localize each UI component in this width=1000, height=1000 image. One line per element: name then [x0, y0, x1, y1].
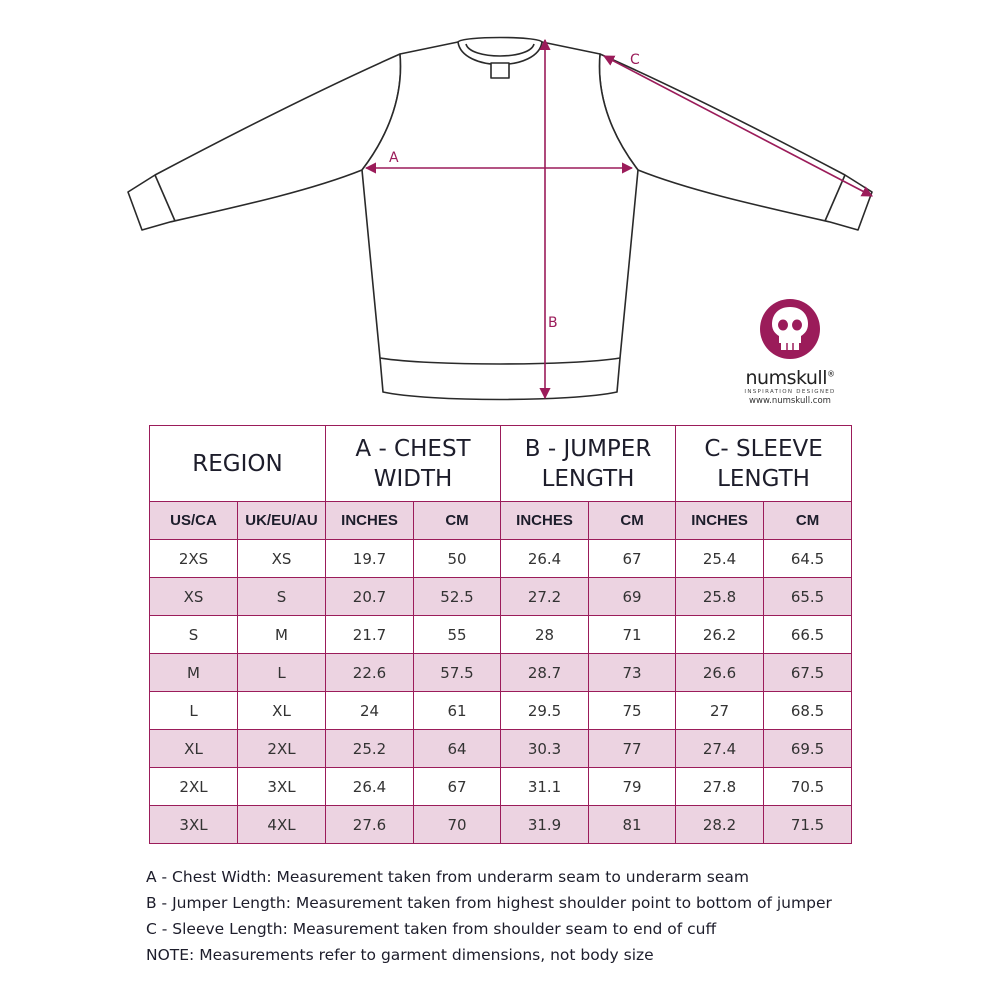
subheader-cell: US/CA: [150, 502, 238, 540]
table-cell: 25.2: [326, 730, 414, 768]
table-cell: 29.5: [501, 692, 589, 730]
table-cell: 68.5: [764, 692, 852, 730]
table-cell: 27.6: [326, 806, 414, 844]
table-cell: 27.2: [501, 578, 589, 616]
table-cell: 27: [676, 692, 764, 730]
table-header-row: [150, 426, 852, 502]
measure-a-label: A: [389, 150, 399, 166]
table-cell: 26.4: [501, 540, 589, 578]
table-cell: 28.7: [501, 654, 589, 692]
table-cell: 81: [589, 806, 676, 844]
table-cell: 77: [589, 730, 676, 768]
table-cell: 2XS: [150, 540, 238, 578]
header-chest-width: A - CHEST WIDTH: [326, 426, 501, 502]
table-cell: 28: [501, 616, 589, 654]
table-cell: L: [238, 654, 326, 692]
table-cell: 30.3: [501, 730, 589, 768]
table-cell: 4XL: [238, 806, 326, 844]
table-cell: M: [150, 654, 238, 692]
table-cell: 20.7: [326, 578, 414, 616]
table-cell: 26.4: [326, 768, 414, 806]
table-row: [150, 654, 852, 692]
table-cell: M: [238, 616, 326, 654]
table-row: [150, 578, 852, 616]
table-cell: 28.2: [676, 806, 764, 844]
table-row: [150, 616, 852, 654]
subheader-cell: INCHES: [501, 502, 589, 540]
table-cell: 73: [589, 654, 676, 692]
table-row: [150, 692, 852, 730]
table-cell: 22.6: [326, 654, 414, 692]
subheader-cell: CM: [764, 502, 852, 540]
table-cell: 2XL: [238, 730, 326, 768]
table-cell: 31.9: [501, 806, 589, 844]
table-cell: 61: [414, 692, 501, 730]
table-cell: 25.4: [676, 540, 764, 578]
sweater-body: [362, 42, 638, 400]
table-cell: 26.6: [676, 654, 764, 692]
sweater-diagram: [0, 0, 1000, 420]
table-row: [150, 768, 852, 806]
table-cell: 66.5: [764, 616, 852, 654]
table-cell: 79: [589, 768, 676, 806]
logo-url: www.numskull.com: [749, 396, 831, 406]
table-cell: 21.7: [326, 616, 414, 654]
table-cell: XL: [150, 730, 238, 768]
subheader-cell: INCHES: [676, 502, 764, 540]
table-cell: 71: [589, 616, 676, 654]
neck-label: [491, 63, 509, 78]
table-cell: XS: [238, 540, 326, 578]
logo-tagline: INSPIRATION DESIGNED: [744, 389, 836, 395]
table-cell: XS: [150, 578, 238, 616]
measure-b-label: B: [548, 315, 558, 331]
table-cell: 2XL: [150, 768, 238, 806]
note-jumper-length: B - Jumper Length: Measurement taken from highest shoulder point to bottom of jumper: [146, 894, 832, 912]
table-cell: 24: [326, 692, 414, 730]
table-cell: 67: [589, 540, 676, 578]
table-row: [150, 540, 852, 578]
table-row: [150, 730, 852, 768]
table-cell: 67.5: [764, 654, 852, 692]
table-cell: 75: [589, 692, 676, 730]
header-sleeve-length: C- SLEEVE LENGTH: [676, 426, 852, 502]
size-chart-table: [149, 425, 852, 844]
subheader-cell: UK/EU/AU: [238, 502, 326, 540]
measurement-notes: [146, 864, 906, 968]
table-cell: 69: [589, 578, 676, 616]
subheader-cell: CM: [589, 502, 676, 540]
table-cell: 3XL: [150, 806, 238, 844]
table-cell: 64: [414, 730, 501, 768]
header-region: REGION: [150, 426, 326, 502]
skull-icon: [759, 295, 821, 361]
subheader-cell: INCHES: [326, 502, 414, 540]
table-cell: 31.1: [501, 768, 589, 806]
table-cell: 27.8: [676, 768, 764, 806]
subheader-cell: CM: [414, 502, 501, 540]
table-cell: S: [238, 578, 326, 616]
table-cell: 69.5: [764, 730, 852, 768]
table-cell: S: [150, 616, 238, 654]
table-subheader-row: [150, 502, 852, 540]
right-sleeve: [599, 54, 872, 230]
table-cell: 65.5: [764, 578, 852, 616]
table-cell: 25.8: [676, 578, 764, 616]
registered-mark: ®: [827, 369, 835, 379]
table-cell: 3XL: [238, 768, 326, 806]
table-cell: 71.5: [764, 806, 852, 844]
note-sleeve-length: C - Sleeve Length: Measurement taken from shoulder seam to end of cuff: [146, 920, 717, 938]
header-jumper-length: B - JUMPER LENGTH: [501, 426, 676, 502]
table-cell: 52.5: [414, 578, 501, 616]
numskull-logo: [735, 295, 845, 406]
table-cell: 27.4: [676, 730, 764, 768]
left-sleeve: [128, 54, 401, 230]
table-cell: XL: [238, 692, 326, 730]
table-cell: 70.5: [764, 768, 852, 806]
table-cell: 64.5: [764, 540, 852, 578]
table-cell: 19.7: [326, 540, 414, 578]
table-cell: 67: [414, 768, 501, 806]
table-cell: 26.2: [676, 616, 764, 654]
logo-wordmark: numskull®: [745, 367, 835, 389]
measure-c-label: C: [630, 52, 640, 68]
table-cell: 70: [414, 806, 501, 844]
table-cell: 55: [414, 616, 501, 654]
note-chest-width: A - Chest Width: Measurement taken from underarm seam to underarm seam: [146, 868, 749, 886]
table-cell: 50: [414, 540, 501, 578]
note-garment-dimensions: NOTE: Measurements refer to garment dimensions, not body size: [146, 946, 654, 964]
table-cell: L: [150, 692, 238, 730]
table-cell: 57.5: [414, 654, 501, 692]
table-row: [150, 806, 852, 844]
